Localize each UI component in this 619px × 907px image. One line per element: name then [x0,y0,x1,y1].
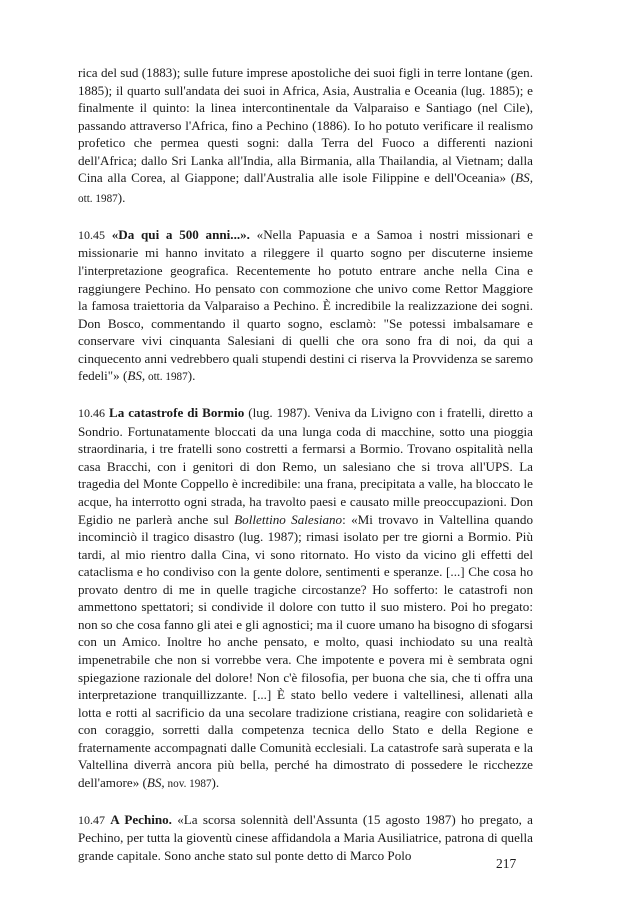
section-10-45 [78,226,533,387]
paragraph-text: (lug. 1987). Veniva da Livigno con i fratelli, diretto a Sondrio. Fortunatamente bloccati da una lunga coda di macchine, sotto una pioggia straordinaria, i tre fratelli sono costretti a fermarsi a Bormio. Trovano ospitalità nella casa Bracchi, con i genitori di don Remo, un salesiano che si trova all'UPS. La tragedia del Monte Coppello è incredibile: una frana, precipitata a valle, ha bloccato le acque, ha interrotto ogni strada, ha travolto paesi e causato mille preoccupazioni. Don Egidio ne parlerà anche sul [78,405,533,527]
section-heading: «Da qui a 500 anni...». [111,226,250,242]
magazine-title: Bollettino Salesiano [234,511,343,527]
section-number: 10.46 [78,406,105,421]
citation-source: BS, [515,170,533,186]
section-10-46 [78,404,533,793]
paragraph-text: «La scorsa solennità dell'Assunta (15 agosto 1987) ho pregato, a Pechino, per tutta la gioventù cinese affidandola a Maria Ausiliatrice, patrona di quella grande capitale. Sono anche stato sul ponte detto di Marco Polo [78,811,533,863]
section-10-47 [78,811,533,865]
citation-date: ott. 1987 [145,371,188,384]
paragraph-continuation [78,64,533,208]
section-number: 10.47 [78,812,105,827]
paragraph-text-quote: : «Mi trovavo in Valtellina quando incominciò il tragico disastro (lug. 1987); rimasi isolato per tre giorni a Bormio. Più tardi, al mio rientro dalla Cina, vi sono ritornato. Ho visto da vicino gli effetti del cataclisma e ho condiviso con la gente dolore, sentimenti e speranze. [...] Che cosa ho provato dentro di me in quelle tragiche circostanze? Ho sofferto: le catastrofi non ammettono spettatori; si condivide il dolore con tutto il suo mistero. Poi ho pregato: non so che cosa fanno gli atei e gli agnostici; ma il cuore umano ha bisogno di sfogarsi con un Amico. Inoltre ho anche pensato, e molto, quasi inchiodato su una realtà impenetrabile che non si vorrebbe vera. Che impotente e povera mi è sembrata ogni spiegazione razionale del dolore! Non c'è filosofia, per buona che sia, che ti offra una interpretazione tranquillizzante. [...] È stato bello vedere i valtellinesi, allenati alla lotta e rotti al sacrificio da una secolare tradizione cristiana, reagire con solidarietà e con coraggio, sorretti dalla competenza tecnica dello Stato e della Regione e fraternamente accompagnati dalle Comunità ecclesiali. La catastrofe sarà superata e la Valtellina diverrà ancora più bella, perché ha dimostrato di possedere le ricchezze dell'amore» ( [78,511,533,790]
paragraph-text-end: ). [211,774,220,790]
page-body [78,64,533,864]
section-number: 10.45 [78,227,105,242]
citation-date: ott. 1987 [78,192,118,205]
section-heading: La catastrofe di Bormio [108,405,245,421]
citation-source: BS, [146,774,165,790]
paragraph-text: «Nella Papuasia e a Samoa i nostri missionari e missionarie mi hanno invitato a rileggere il quarto sogno per discuterne insieme l'interpretazione geografica. Recentemente ho potuto entrare anche nella Cina e raggiungere Pechino. Ho pensato con commozione che univo come Rettor Maggiore la famosa traiettoria da Valparaiso a Pechino. È incredibile la realizzazione dei sogni. Don Bosco, commentando il quarto sogno, esclamò: "Se potessi imbalsamare e conservare vivi cinquanta Salesiani di quelli che ora sono fra di noi, da qui a cinquecento anni vedrebbero quali stupendi destini ci riserva la Provvidenza se saremo fedeli"» ( [78,226,533,384]
citation-date: nov. 1987 [164,777,212,790]
citation-source: BS, [127,368,146,384]
paragraph-text: rica del sud (1883); sulle future imprese apostoliche dei suoi figli in terre lontane (gen. 1885); il quarto sull'andata dei suoi in Africa, Asia, Australia e Oceania (lug. 1885); e finalmente il quinto: la linea intercontinentale da Valparaiso e Santiago (nel Cile), passando attraverso l'Africa, fino a Pechino (1886). Io ho potuto verificare il realismo profetico che permea questi sogni: dalla Terra del Fuoco a differenti nazioni dell'Africa; dallo Sri Lanka all'India, alla Birmania, alla Thailandia, al Vietnam; dalla Cina alla Corea, al Giappone; dall'Australia alle isole Filippine e dell'Oceania» ( [78,65,533,186]
paragraph-text-end: ). [117,189,126,205]
paragraph-text-end: ). [187,368,196,384]
section-heading: A Pechino. [110,811,172,827]
page-number: 217 [496,856,517,871]
